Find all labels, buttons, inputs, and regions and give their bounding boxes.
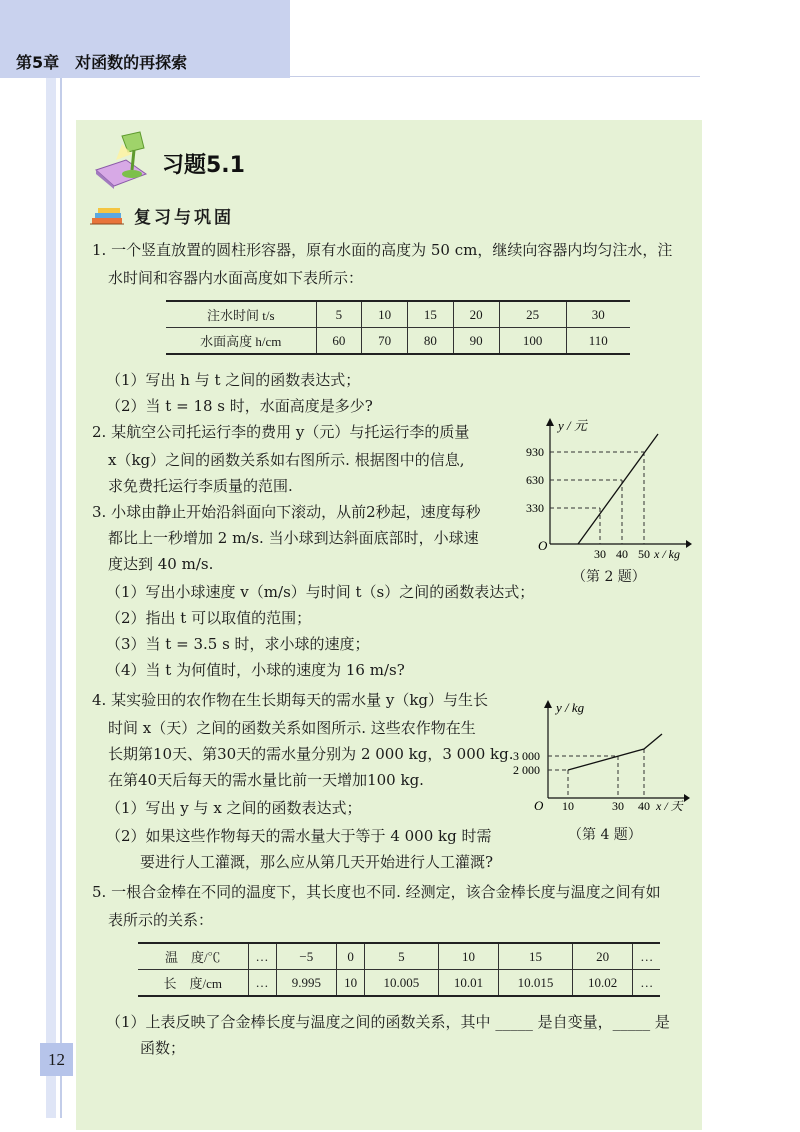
table-cell: 60 [316, 328, 362, 355]
problem-4-line-2: 时间 x（天）之间的函数关系如图所示. 这些农作物在生 [108, 719, 476, 737]
problem-2-line-2: x（kg）之间的函数关系如右图所示. 根据图中的信息, [108, 451, 465, 469]
demand-line [568, 734, 662, 770]
problem-1-question-1: （1）写出 h 与 t 之间的函数表达式； [106, 371, 361, 389]
problem-5-question-1b: 函数； [140, 1039, 186, 1057]
table-cell: 10.015 [499, 970, 573, 997]
table-cell: 15 [499, 943, 573, 970]
table-cell: … [248, 943, 276, 970]
y-tick-label: 2 000 [513, 763, 540, 777]
table-cell: 水面高度 h/cm [166, 328, 316, 355]
problem-2-line-3: 求免费托运行李质量的范围. [108, 477, 293, 495]
table-cell: 10.005 [365, 970, 439, 997]
left-margin-strip [46, 78, 56, 1118]
desk-lamp-icon [92, 130, 154, 190]
table-row [166, 301, 630, 328]
problem-5-line-2: 表所示的关系： [108, 911, 214, 929]
y-tick-label: 330 [526, 501, 544, 515]
table-cell: 20 [453, 301, 499, 328]
table-cell: 10 [362, 301, 408, 328]
x-tick-label: 30 [612, 799, 624, 813]
problem-1-line-2: 水时间和容器内水面高度如下表所示： [108, 269, 364, 287]
problem-5-line-1: 5. 一根合金棒在不同的温度下，其长度也不同. 经测定，该合金棒长度与温度之间有如 [92, 883, 661, 901]
table-cell: 100 [499, 328, 566, 355]
table-row [138, 943, 660, 970]
origin-label: O [534, 798, 544, 813]
problem-3-line-2: 都比上一秒增加 2 m/s. 当小球到达斜面底部时，小球速 [108, 529, 479, 547]
alloy-length-table [138, 942, 660, 997]
table-cell: 10.02 [572, 970, 633, 997]
table-cell: 90 [453, 328, 499, 355]
y-axis-label: y / 元 [558, 418, 587, 433]
x-tick-label: 10 [562, 799, 574, 813]
x-axis-label: x / kg [654, 546, 680, 561]
y-axis-arrow-icon [546, 418, 554, 426]
table-row [166, 328, 630, 355]
problem-2-line-1: 2. 某航空公司托运行李的费用 y（元）与托运行李的质量 [92, 423, 470, 441]
problem-4-line-1: 4. 某实验田的农作物在生长期每天的需水量 y（kg）与生长 [92, 691, 489, 709]
table-cell: −5 [276, 943, 337, 970]
table-cell: 温 度/℃ [138, 943, 248, 970]
x-axis-arrow-icon [684, 794, 690, 802]
table-cell: 80 [408, 328, 454, 355]
x-tick-label: 40 [616, 546, 628, 561]
table-cell: 注水时间 t/s [166, 301, 316, 328]
books-icon [88, 204, 128, 228]
table-cell: 5 [365, 943, 439, 970]
problem-3-question-1: （1）写出小球速度 v（m/s）与时间 t（s）之间的函数表达式； [106, 583, 535, 601]
table-cell: 15 [408, 301, 454, 328]
chapter-title: 第5章 对函数的再探索 [16, 53, 188, 72]
table-cell: 110 [566, 328, 630, 355]
figure-caption-2: （第 2 题） [572, 569, 646, 585]
problem-5-question-1a: （1）上表反映了合金棒长度与温度之间的函数关系，其中 _____ 是自变量，_____ 是 [106, 1013, 670, 1031]
problem-3-line-3: 度达到 40 m/s. [108, 555, 214, 573]
table-cell: 0 [337, 943, 365, 970]
water-height-table [166, 300, 630, 355]
page-number: 12 [40, 1043, 73, 1076]
water-demand-graph [500, 694, 696, 820]
x-axis-label: x / 天 [656, 799, 683, 813]
table-row [138, 970, 660, 997]
y-axis-label: y / kg [556, 700, 585, 715]
x-axis-arrow-icon [686, 540, 692, 548]
problem-3-question-4: （4）当 t 为何值时，小球的速度为 16 m/s? [106, 661, 405, 679]
x-tick-label: 30 [594, 546, 606, 561]
figure-caption-4: （第 4 题） [568, 827, 642, 843]
review-subtitle: 复习与巩固 [134, 208, 234, 228]
table-cell: 10 [337, 970, 365, 997]
x-tick-label: 50 [638, 546, 650, 561]
problem-4-question-2b: 要进行人工灌溉，那么应从第几天开始进行人工灌溉? [140, 853, 494, 871]
origin-label: O [538, 538, 548, 553]
problem-3-line-1: 3. 小球由静止开始沿斜面向下滚动，从前2秒起，速度每秒 [92, 503, 481, 521]
problem-1-line-1: 1. 一个竖直放置的圆柱形容器，原有水面的高度为 50 cm，继续向容器内均匀注水，注 [92, 241, 673, 259]
problem-4-question-1: （1）写出 y 与 x 之间的函数表达式； [106, 799, 362, 817]
table-cell: … [248, 970, 276, 997]
x-tick-label: 40 [638, 799, 650, 813]
table-cell: 长 度/cm [138, 970, 248, 997]
y-tick-label: 930 [526, 445, 544, 459]
table-cell: … [633, 943, 660, 970]
y-tick-label: 630 [526, 473, 544, 487]
table-cell: 20 [572, 943, 633, 970]
luggage-fee-graph [508, 412, 692, 562]
table-cell: 25 [499, 301, 566, 328]
table-cell: 5 [316, 301, 362, 328]
table-cell: … [633, 970, 660, 997]
table-cell: 10.01 [438, 970, 499, 997]
problem-4-line-3: 长期第10天、第30天的需水量分别为 2 000 kg，3 000 kg. [108, 745, 514, 763]
problem-4-line-4: 在第40天后每天的需水量比前一天增加100 kg. [108, 771, 424, 789]
y-axis-arrow-icon [544, 700, 552, 708]
table-cell: 30 [566, 301, 630, 328]
problem-3-question-3: （3）当 t = 3.5 s 时，求小球的速度； [106, 635, 370, 653]
y-tick-label: 3 000 [513, 749, 540, 763]
header-rule [290, 76, 700, 77]
problem-3-question-2: （2）指出 t 可以取值的范围； [106, 609, 312, 627]
problem-4-question-2a: （2）如果这些作物每天的需水量大于等于 4 000 kg 时需 [106, 827, 492, 845]
exercise-title: 习题5.1 [162, 153, 245, 178]
problem-1-question-2: （2）当 t = 18 s 时，水面高度是多少? [106, 397, 373, 415]
table-cell: 70 [362, 328, 408, 355]
table-cell: 10 [438, 943, 499, 970]
table-cell: 9.995 [276, 970, 337, 997]
fee-line [578, 434, 658, 544]
left-margin-line [60, 78, 62, 1118]
